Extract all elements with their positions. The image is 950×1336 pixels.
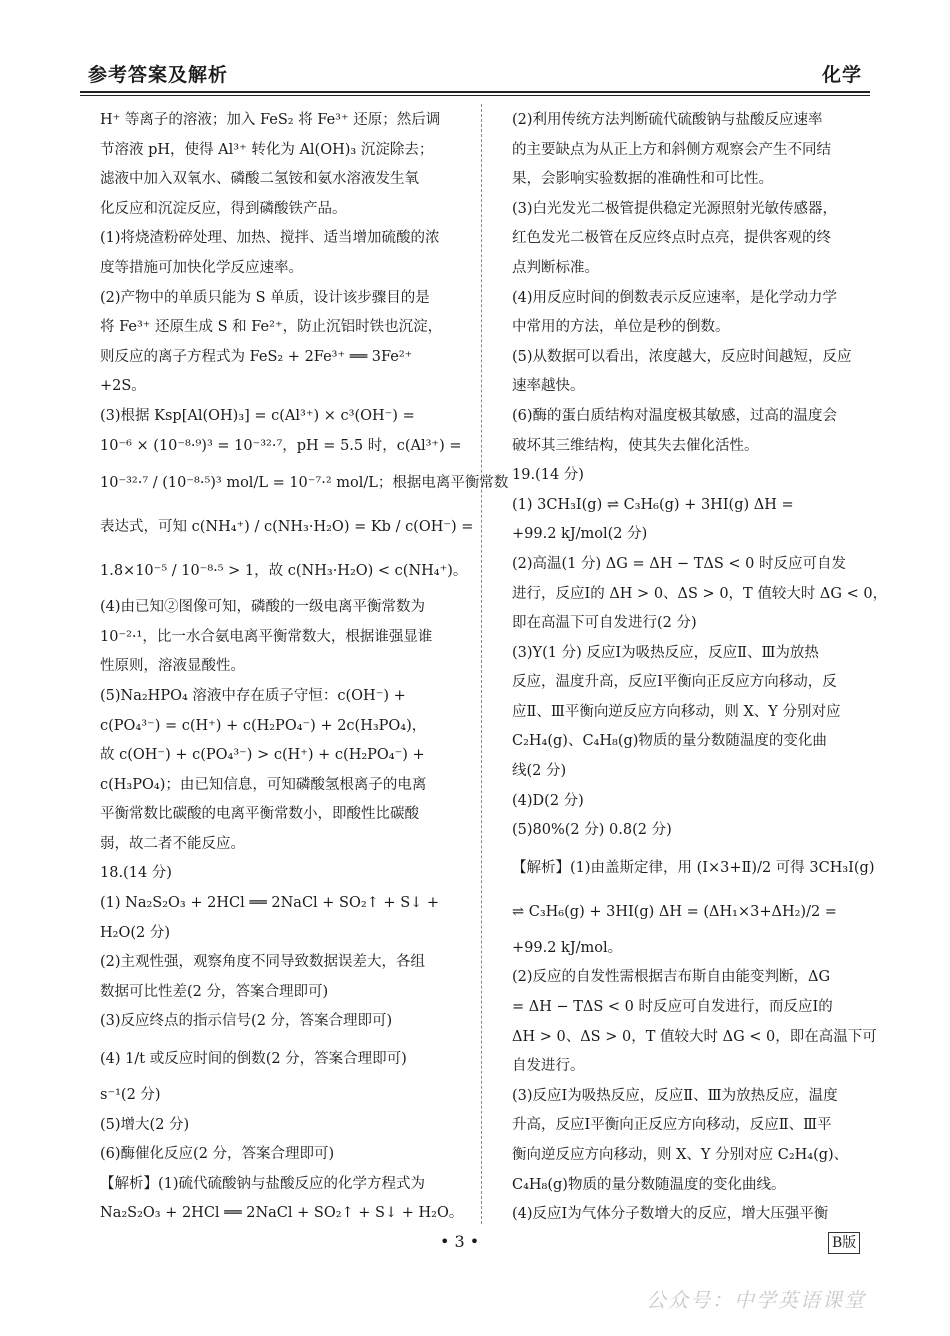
text-line: (3)反应终点的指示信号(2 分，答案合理即可) [100,1013,393,1030]
text-line: 故 c(OH⁻) + c(PO₄³⁻) > c(H⁺) + c(H₂PO₄⁻) + [100,747,425,764]
page-header [80,58,870,94]
text-line: (5)Na₂HPO₄ 溶液中存在质子守恒：c(OH⁻) + [100,687,406,704]
text-line: = ΔH − TΔS < 0 时反应可自发进行，而反应Ⅰ的 [512,999,833,1016]
text-line: (5)80%(2 分) 0.8(2 分) [512,822,672,839]
text-line: (6)酶的蛋白质结构对温度极其敏感，过高的温度会 [512,407,838,424]
text-line: 果，会影响实验数据的准确性和可比性。 [512,171,773,188]
text-line: H⁺ 等离子的溶液；加入 FeS₂ 将 Fe³⁺ 还原；然后调 [100,112,441,128]
text-line: (3)反应Ⅰ为吸热反应，反应Ⅱ、Ⅲ为放热反应，温度 [512,1087,838,1104]
text-line: ⇌ C₃H₆(g) + 3HI(g) ΔH = (ΔH₁×3+ΔH₂)/2 = [512,903,837,920]
text-line: 自发进行。 [512,1058,585,1075]
text-line: +99.2 kJ/mol(2 分) [512,526,648,543]
header-subject: 化学 [821,64,862,86]
text-line: (2)高温(1 分) ΔG = ΔH − TΔS < 0 时反应可自发 [512,555,846,572]
text-line: 点判断标准。 [512,259,599,276]
text-line: 1.8×10⁻⁵ / 10⁻⁸·⁵ > 1，故 c(NH₃·H₂O) < c(NH₄⁺)。 [100,563,468,580]
text-line: (1) Na₂S₂O₃ + 2HCl ══ 2NaCl + SO₂↑ + S↓ + [100,895,440,912]
text-line: 滤液中加入双氧水、磷酸二氢铵和氨水溶液发生氧 [100,171,419,188]
text-line: (5)增大(2 分) [100,1116,190,1133]
text-line: 将 Fe³⁺ 还原生成 S 和 Fe²⁺，防止沉铝时铁也沉淀， [100,319,443,336]
text-line: +99.2 kJ/mol。 [512,939,623,956]
text-line: C₂H₄(g)、C₄H₈(g)物质的量分数随温度的变化曲 [512,733,827,750]
text-line: 【解析】(1)硫代硫酸钠与盐酸反应的化学方程式为 [100,1175,426,1192]
text-line: H₂O(2 分) [100,924,170,941]
text-line: (2)产物中的单质只能为 S 单质，设计该步骤目的是 [100,289,430,306]
text-line: 速率越快。 [512,378,585,395]
text-line: (1)将烧渣粉碎处理、加热、搅拌、适当增加硫酸的浓 [100,230,440,247]
text-line: (2)主观性强，观察角度不同导致数据误差大，各组 [100,954,426,971]
text-line: (4)由已知②图像可知，磷酸的一级电离平衡常数为 [100,599,426,616]
text-line: 数据可比性差(2 分，答案合理即可) [100,983,329,1000]
header-rule-thin [80,95,870,96]
text-line: 红色发光二极管在反应终点时点亮，提供客观的终 [512,230,831,247]
text-line: ΔH > 0、ΔS > 0，T 值较大时 ΔG < 0，即在高温下可 [512,1028,877,1045]
text-line: (3)白光发光二极管提供稳定光源照射光敏传感器， [512,200,838,217]
text-line: (2)反应的自发性需根据吉布斯自由能变判断，ΔG [512,969,831,986]
text-line: 弱，故二者不能反应。 [100,835,245,852]
text-line: 10⁻³²·⁷ / (10⁻⁸·⁵)³ mol/L = 10⁻⁷·² mol/L；根据电离平衡常数 [100,475,509,492]
text-line: 破坏其三维结构，使其失去催化活性。 [512,437,759,454]
text-line: 中常用的方法，单位是秒的倒数。 [512,319,730,336]
edition-badge: B版 [828,1232,860,1254]
text-line: 10⁻²·¹，比一水合氨电离平衡常数大，根据谁强显谁 [100,628,433,645]
text-line: c(PO₄³⁻) = c(H⁺) + c(H₂PO₄⁻) + 2c(H₃PO₄)， [100,717,427,734]
text-line: 升高，反应Ⅰ平衡向正反应方向移动，反应Ⅱ、Ⅲ平 [512,1117,832,1134]
right-column [512,106,888,1230]
text-line: (4) 1/t 或反应时间的倒数(2 分，答案合理即可) [100,1051,407,1068]
column-divider [481,104,482,1224]
text-line: 节溶液 pH，使得 Al³⁺ 转化为 Al(OH)₃ 沉淀除去； [100,141,434,158]
watermark-text: 公众号：中学英语课堂 [646,1288,866,1312]
text-line: c(H₃PO₄)；由已知信息，可知磷酸氢根离子的电离 [100,776,427,793]
header-title: 参考答案及解析 [88,64,229,86]
text-line: (3)Y(1 分) 反应Ⅰ为吸热反应，反应Ⅱ、Ⅲ为放热 [512,644,819,661]
text-line: 衡向逆反应方向移动，则 X、Y 分别对应 C₂H₄(g)、 [512,1147,849,1163]
text-line: (5)从数据可以看出，浓度越大，反应时间越短，反应 [512,348,852,365]
text-line: C₄H₈(g)物质的量分数随温度的变化曲线。 [512,1176,786,1193]
header-rule [80,91,870,93]
text-line: (4)用反应时间的倒数表示反应速率，是化学动力学 [512,289,838,306]
text-line: 18.(14 分) [100,865,172,882]
text-line: 即在高温下可自发进行(2 分) [512,615,697,632]
text-line: 则反应的离子方程式为 FeS₂ + 2Fe³⁺ ══ 3Fe²⁺ [100,348,413,365]
text-line: (4)反应Ⅰ为气体分子数增大的反应，增大压强平衡 [512,1206,829,1223]
text-line: 表达式，可知 c(NH₄⁺) / c(NH₃·H₂O) = Kb / c(OH⁻) = [100,519,474,536]
page-number: • 3 • [440,1232,480,1251]
text-line: 性原则，溶液显酸性。 [100,658,245,675]
text-line: (4)D(2 分) [512,792,584,809]
text-line: 度等措施可加快化学反应速率。 [100,259,303,276]
left-column [100,106,509,1229]
text-line: Na₂S₂O₃ + 2HCl ══ 2NaCl + SO₂↑ + S↓ + H₂O。 [100,1205,464,1222]
text-line: 化反应和沉淀反应，得到磷酸铁产品。 [100,200,347,217]
text-line: 10⁻⁶ × (10⁻⁸·⁹)³ = 10⁻³²·⁷，pH = 5.5 时，c(Al³⁺) = [100,437,462,454]
text-line: 应Ⅱ、Ⅲ平衡向逆反应方向移动，则 X、Y 分别对应 [512,703,841,720]
text-line: 的主要缺点为从正上方和斜侧方观察会产生不同结 [512,141,831,158]
text-line: s⁻¹(2 分) [100,1087,161,1104]
text-line: 19.(14 分) [512,467,584,484]
text-line: +2S。 [100,378,146,395]
text-line: 线(2 分) [512,763,567,780]
text-line: (1) 3CH₃I(g) ⇌ C₃H₆(g) + 3HI(g) ΔH = [512,496,794,513]
text-line: (6)酶催化反应(2 分，答案合理即可) [100,1146,335,1163]
text-line: 平衡常数比碳酸的电离平衡常数小，即酸性比碳酸 [100,806,419,823]
text-line: 反应，温度升高，反应Ⅰ平衡向正反应方向移动，反 [512,674,837,691]
text-line: (2)利用传统方法判断硫代硫酸钠与盐酸反应速率 [512,112,823,128]
text-line: 进行，反应Ⅰ的 ΔH > 0、ΔS > 0，T 值较大时 ΔG < 0， [512,585,888,602]
text-line: 【解析】(1)由盖斯定律，用 (Ⅰ×3+Ⅱ)/2 可得 3CH₃I(g) [512,859,875,876]
text-line: (3)根据 Ksp[Al(OH)₃] = c(Al³⁺) × c³(OH⁻) = [100,407,415,424]
